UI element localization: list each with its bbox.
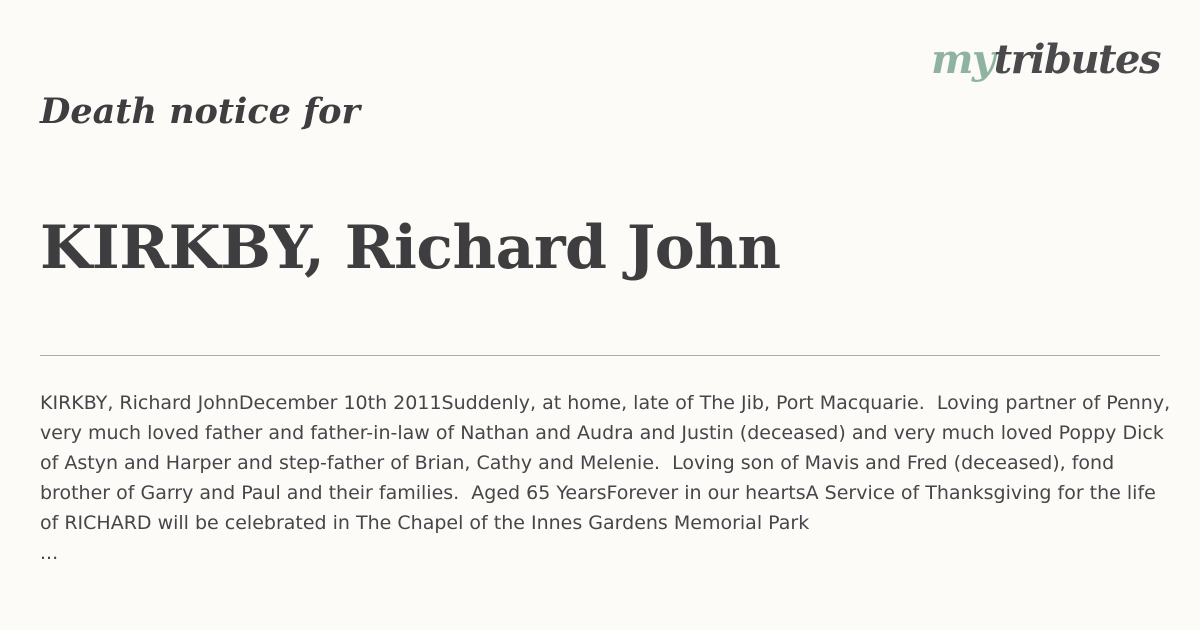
mytributes-logo[interactable] [931,34,1160,86]
divider [40,355,1160,356]
logo-my-text: my [931,36,994,83]
notice-body [40,388,1180,568]
notice-ellipsis: ... [40,542,59,564]
notice-subtitle: Death notice for [40,91,360,132]
logo-tributes-text: tributes [993,36,1160,83]
deceased-name: KIRKBY, Richard John [40,213,781,283]
notice-body-text: KIRKBY, Richard JohnDecember 10th 2011Suddenly, at home, late of The Jib, Port Macquarie. Loving partner of Penny, very much loved father and father-in-law of Nathan and Audra and Justin (deceased) and very much loved Poppy Dick of Astyn and Harper and step-father of Brian, Cathy and Melenie. Loving son of Mavis and Fred (deceased), fond brother of Garry and Paul and their families. Aged 65 YearsForever in our heartsA Service of Thanksgiving for the life of RICHARD will be celebrated in The Chapel of the Innes Gardens Memorial Park [40,392,1177,534]
